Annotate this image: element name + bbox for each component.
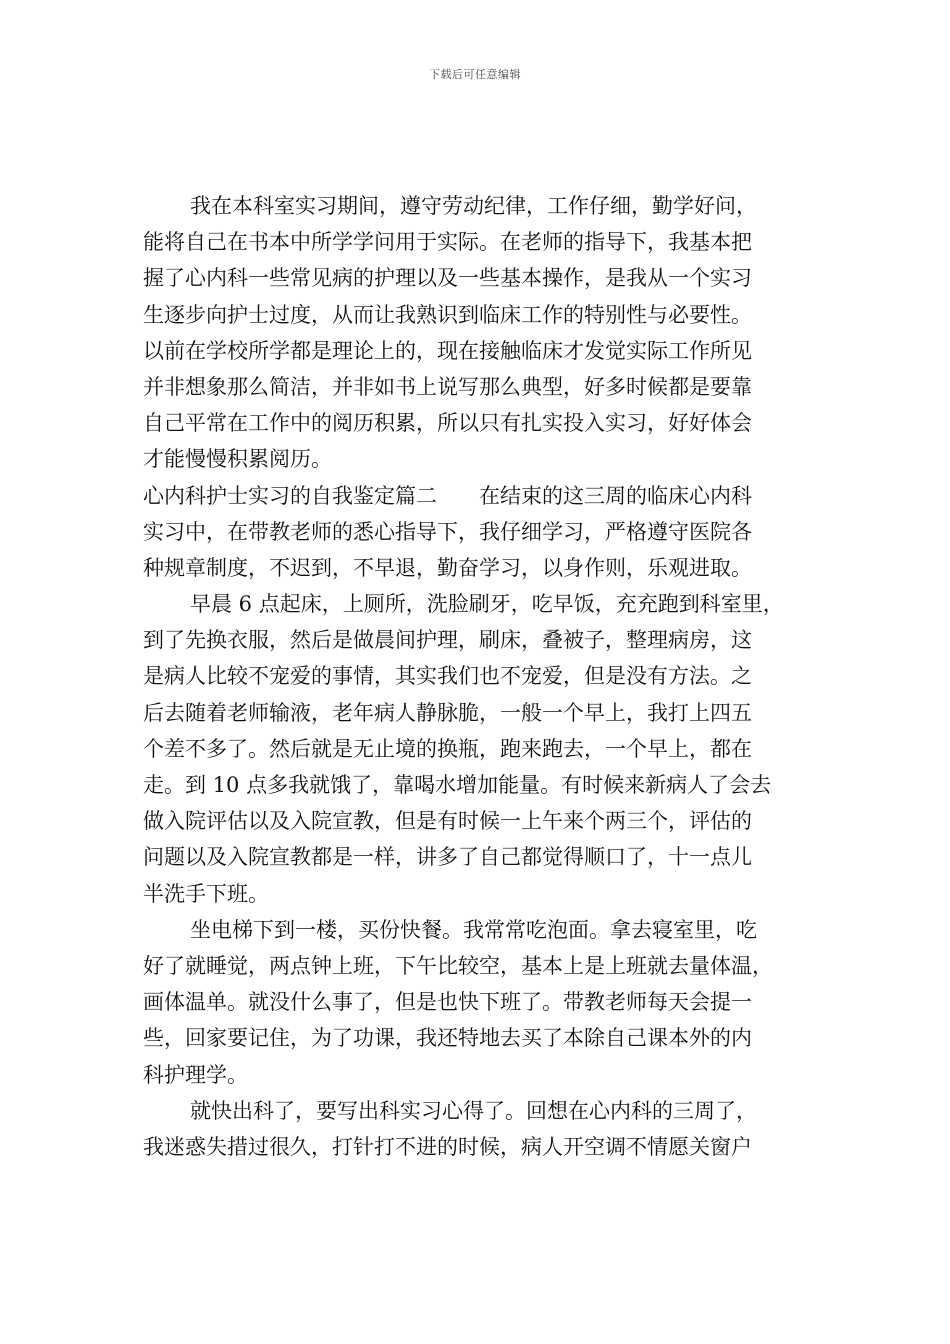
text-line: 到了先换衣服，然后是做晨间护理，刷床，叠被子，整理病房，这 — [143, 628, 752, 653]
document-body — [143, 188, 829, 1165]
text-line: 生逐步向护士过度，从而让我熟识到临床工作的特别性与必要性。 — [143, 302, 752, 327]
text-line: 握了心内科一些常见病的护理以及一些基本操作，是我从一个实习 — [143, 266, 752, 291]
text-line: 才能慢慢积累阅历。 — [143, 447, 332, 472]
text-line: 好了就睡觉，两点钟上班，下午比较空，基本上是上班就去量体温， — [143, 953, 773, 978]
text-line: 些，回家要记住，为了功课，我还特地去买了本除自己课本外的内 — [143, 1026, 752, 1051]
text-line: 我在本科室实习期间，遵守劳动纪律，工作仔细，勤学好问， — [190, 194, 757, 218]
text-line: 能将自己在书本中所学学问用于实际。在老师的指导下，我基本把 — [143, 230, 752, 255]
text-line: 问题以及入院宣教都是一样，讲多了自己都觉得顺口了，十一点儿 — [143, 845, 752, 870]
text-line: 自己平常在工作中的阅历积累，所以只有扎实投入实习，好好体会 — [143, 411, 752, 436]
text-line: 半洗手下班。 — [143, 881, 269, 906]
text-line: 种规章制度，不迟到，不早退，勤奋学习，以身作则，乐观进取。 — [143, 555, 752, 580]
text-line: 坐电梯下到一楼，买份快餐。我常常吃泡面。拿去寝室里，吃 — [190, 917, 757, 942]
text-line: 做入院评估以及入院宣教，但是有时候一上午来个两三个，评估的 — [143, 809, 752, 834]
text-line: 并非想象那么简洁，并非如书上说写那么典型，好多时候都是要靠 — [143, 374, 752, 399]
text-line: 我迷惑失措过很久，打针打不进的时候，病人开空调不情愿关窗户 — [143, 1134, 752, 1159]
text-line: 是病人比较不宠爱的事情，其实我们也不宠爱，但是没有方法。之 — [143, 664, 752, 689]
text-line: 画体温单。就没什么事了，但是也快下班了。带教老师每天会提一 — [143, 990, 752, 1015]
page-header: 下载后可任意编辑 — [429, 68, 521, 81]
text-line: 早晨 6 点起床，上厕所，洗脸刷牙，吃早饭，充充跑到科室里， — [190, 592, 784, 617]
text-line: 以前在学校所学都是理论上的，现在接触临床才发觉实际工作所见 — [143, 338, 752, 363]
text-line: 科护理学。 — [143, 1062, 248, 1087]
text-line: 就快出科了，要写出科实习心得了。回想在心内科的三周了， — [190, 1098, 757, 1123]
text-line: 走。到 10 点多我就饿了，靠喝水增加能量。有时候来新病人了会去 — [143, 773, 772, 797]
section-heading-line: 心内科护士实习的自我鉴定篇二 在结束的这三周的临床心内科 — [143, 483, 752, 508]
text-line: 个差不多了。然后就是无止境的换瓶，跑来跑去，一个早上，都在 — [143, 736, 752, 761]
text-line: 后去随着老师输液，老年病人静脉脆，一般一个早上，我打上四五 — [143, 700, 752, 725]
text-line: 实习中，在带教老师的悉心指导下，我仔细学习，严格遵守医院各 — [143, 519, 752, 544]
